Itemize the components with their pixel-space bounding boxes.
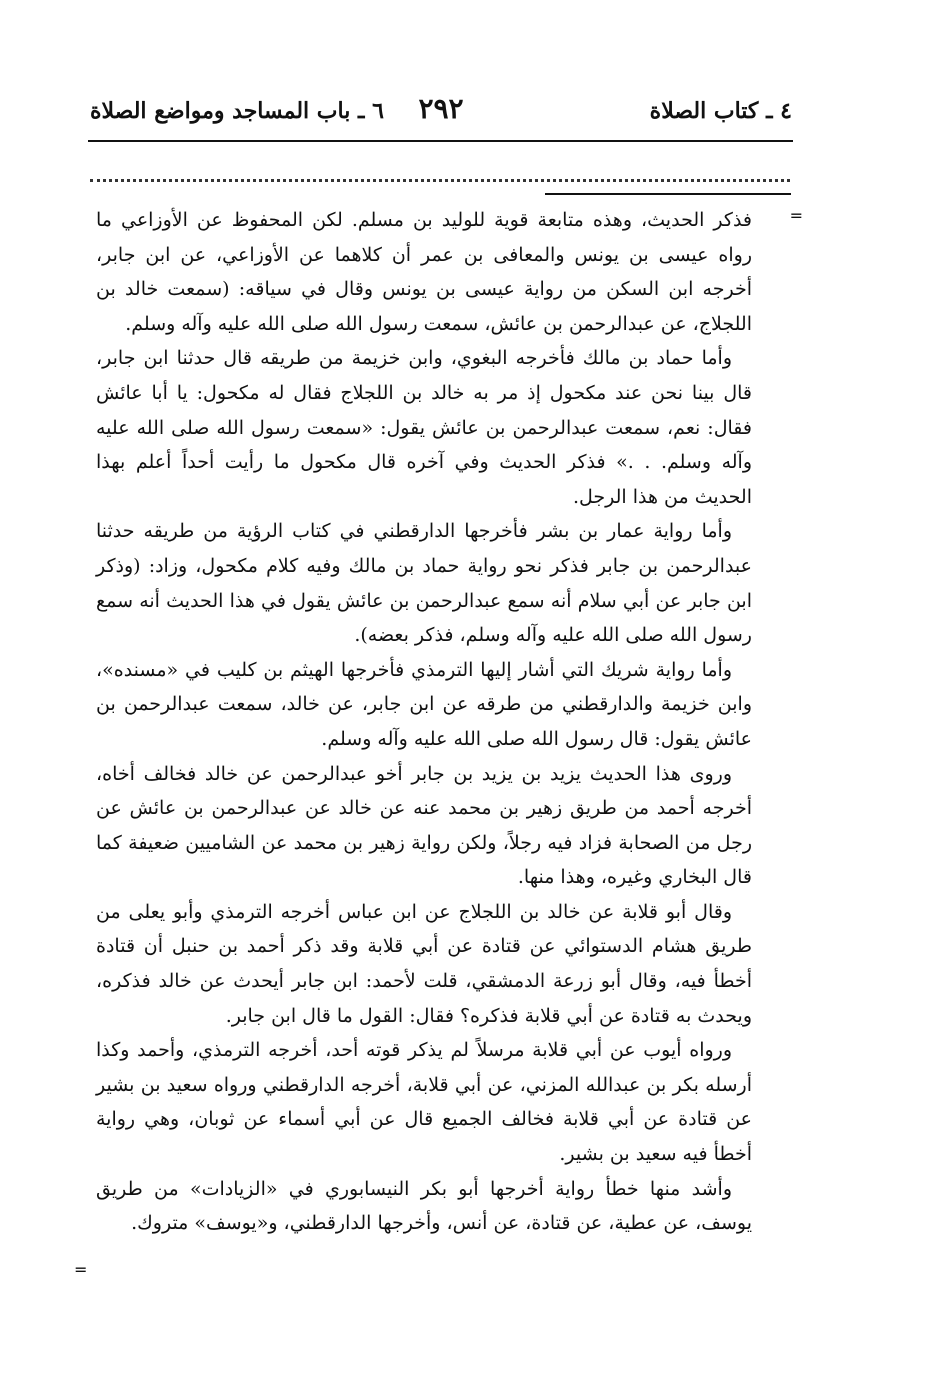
page-number: ٢٩٢	[418, 92, 464, 125]
paragraph: وروى هذا الحديث يزيد بن يزيد بن جابر أخو عبدالرحمن عن خالد فخالف أخاه، أخرجه أحمد من طريق زهير بن محمد عنه عن خالد عن عبدالرحمن بن عائش عن رجل من الصحابة فزاد فيه رجلاً، ولكن رواية زهير بن محمد عن الشاميين ضعيفة كما قال البخاري وغيره، وهذا منها.	[96, 762, 752, 889]
continuation-mark-top: =	[789, 206, 803, 225]
dotted-separator	[90, 157, 790, 182]
page-header	[90, 92, 792, 132]
footnote-rule	[545, 193, 791, 195]
paragraph: وأما رواية شريك التي أشار إليها الترمذي فأخرجها الهيثم بن كليب في «مسنده»، وابن خزيمة والدارقطني من طرقه عن ابن جابر، عن خالد، سمعت عبدالرحمن بن عائش يقول: قال رسول الله صلى الله عليه وآله وسلم.	[96, 658, 752, 750]
continuation-mark-bottom: =	[74, 1260, 88, 1279]
paragraph: ورواه أيوب عن أبي قلابة مرسلاً لم يذكر قوته أحد، أخرجه الترمذي، وأحمد وكذا أرسله بكر بن عبدالله المزني، عن أبي قلابة، أخرجه الدارقطني ورواه سعيد بن بشير عن قتادة عن أبي قلابة فخالف الجميع قال عن أبي أسماء عن ثوبان، وهي رواية أخطأ فيه سعيد بن بشير.	[96, 1039, 752, 1166]
paragraph: وأما رواية عمار بن بشر فأخرجها الدارقطني في كتاب الرؤية من طريقه حدثنا عبدالرحمن بن جابر فذكر نحو رواية حماد بن مالك وفيه كلام مكحول، وزاد: (وذكر ابن جابر عن أبي سلام أنه سمع عبدالرحمن بن عائش يقول في هذا الحديث أنه سمع رسول الله صلى الله عليه وآله وسلم، فذكر بعضه).	[96, 520, 752, 647]
paragraph: وأما حماد بن مالك فأخرجه البغوي، وابن خزيمة من طريقه قال حدثنا ابن جابر، قال بينا نحن عند مكحول إذ مر به خالد بن اللجلاج فقال له مكحول: يا أبا عائش فقال: نعم، سمعت عبدالرحمن بن عائش يقول: «سمعت رسول الله صلى الله عليه وآله وسلم. . .» فذكر الحديث وفي آخره قال مكحول ما رأيت أحداً أعلم بهذا الحديث من هذا الرجل.	[96, 347, 752, 508]
header-rule	[88, 140, 793, 142]
header-book-title: ٤ ـ كتاب الصلاة	[649, 98, 792, 124]
header-chapter-title: ٦ ـ باب المساجد ومواضع الصلاة	[90, 98, 384, 124]
footnote-text	[96, 203, 752, 1241]
paragraph: فذكر الحديث، وهذه متابعة قوية للوليد بن مسلم. لكن المحفوظ عن الأوزاعي ما رواه عيسى بن يونس والمعافى بن عمر أن كلاهما عن الأوزاعي، عن ابن جابر، أخرجه ابن السكن من رواية عيسى بن يونس وقال في سياقه: (سمعت خالد بن اللجلاج، عن عبدالرحمن بن عائش، سمعت رسول الله صلى الله عليه وآله وسلم.	[96, 209, 752, 335]
paragraph: وأشد منها خطأ رواية أخرجها أبو بكر النيسابوري في «الزيادات» من طريق يوسف، عن عطية، عن قتادة، عن أنس، وأخرجها الدارقطني، و«يوسف» متروك.	[96, 1177, 752, 1235]
paragraph: وقال أبو قلابة عن خالد بن اللجلاج عن ابن عباس أخرجه الترمذي وأبو يعلى من طريق هشام الدستوائي عن قتادة عن أبي قلابة وقد ذكر أحمد بن حنبل أن قتادة أخطأ فيه، وقال أبو زرعة الدمشقي، قلت لأحمد: ابن جابر أيحدث عن خالد فذكره، ويحدث به قتادة عن أبي قلابة فذكره؟ فقال: القول ما قال ابن جابر.	[96, 900, 752, 1027]
